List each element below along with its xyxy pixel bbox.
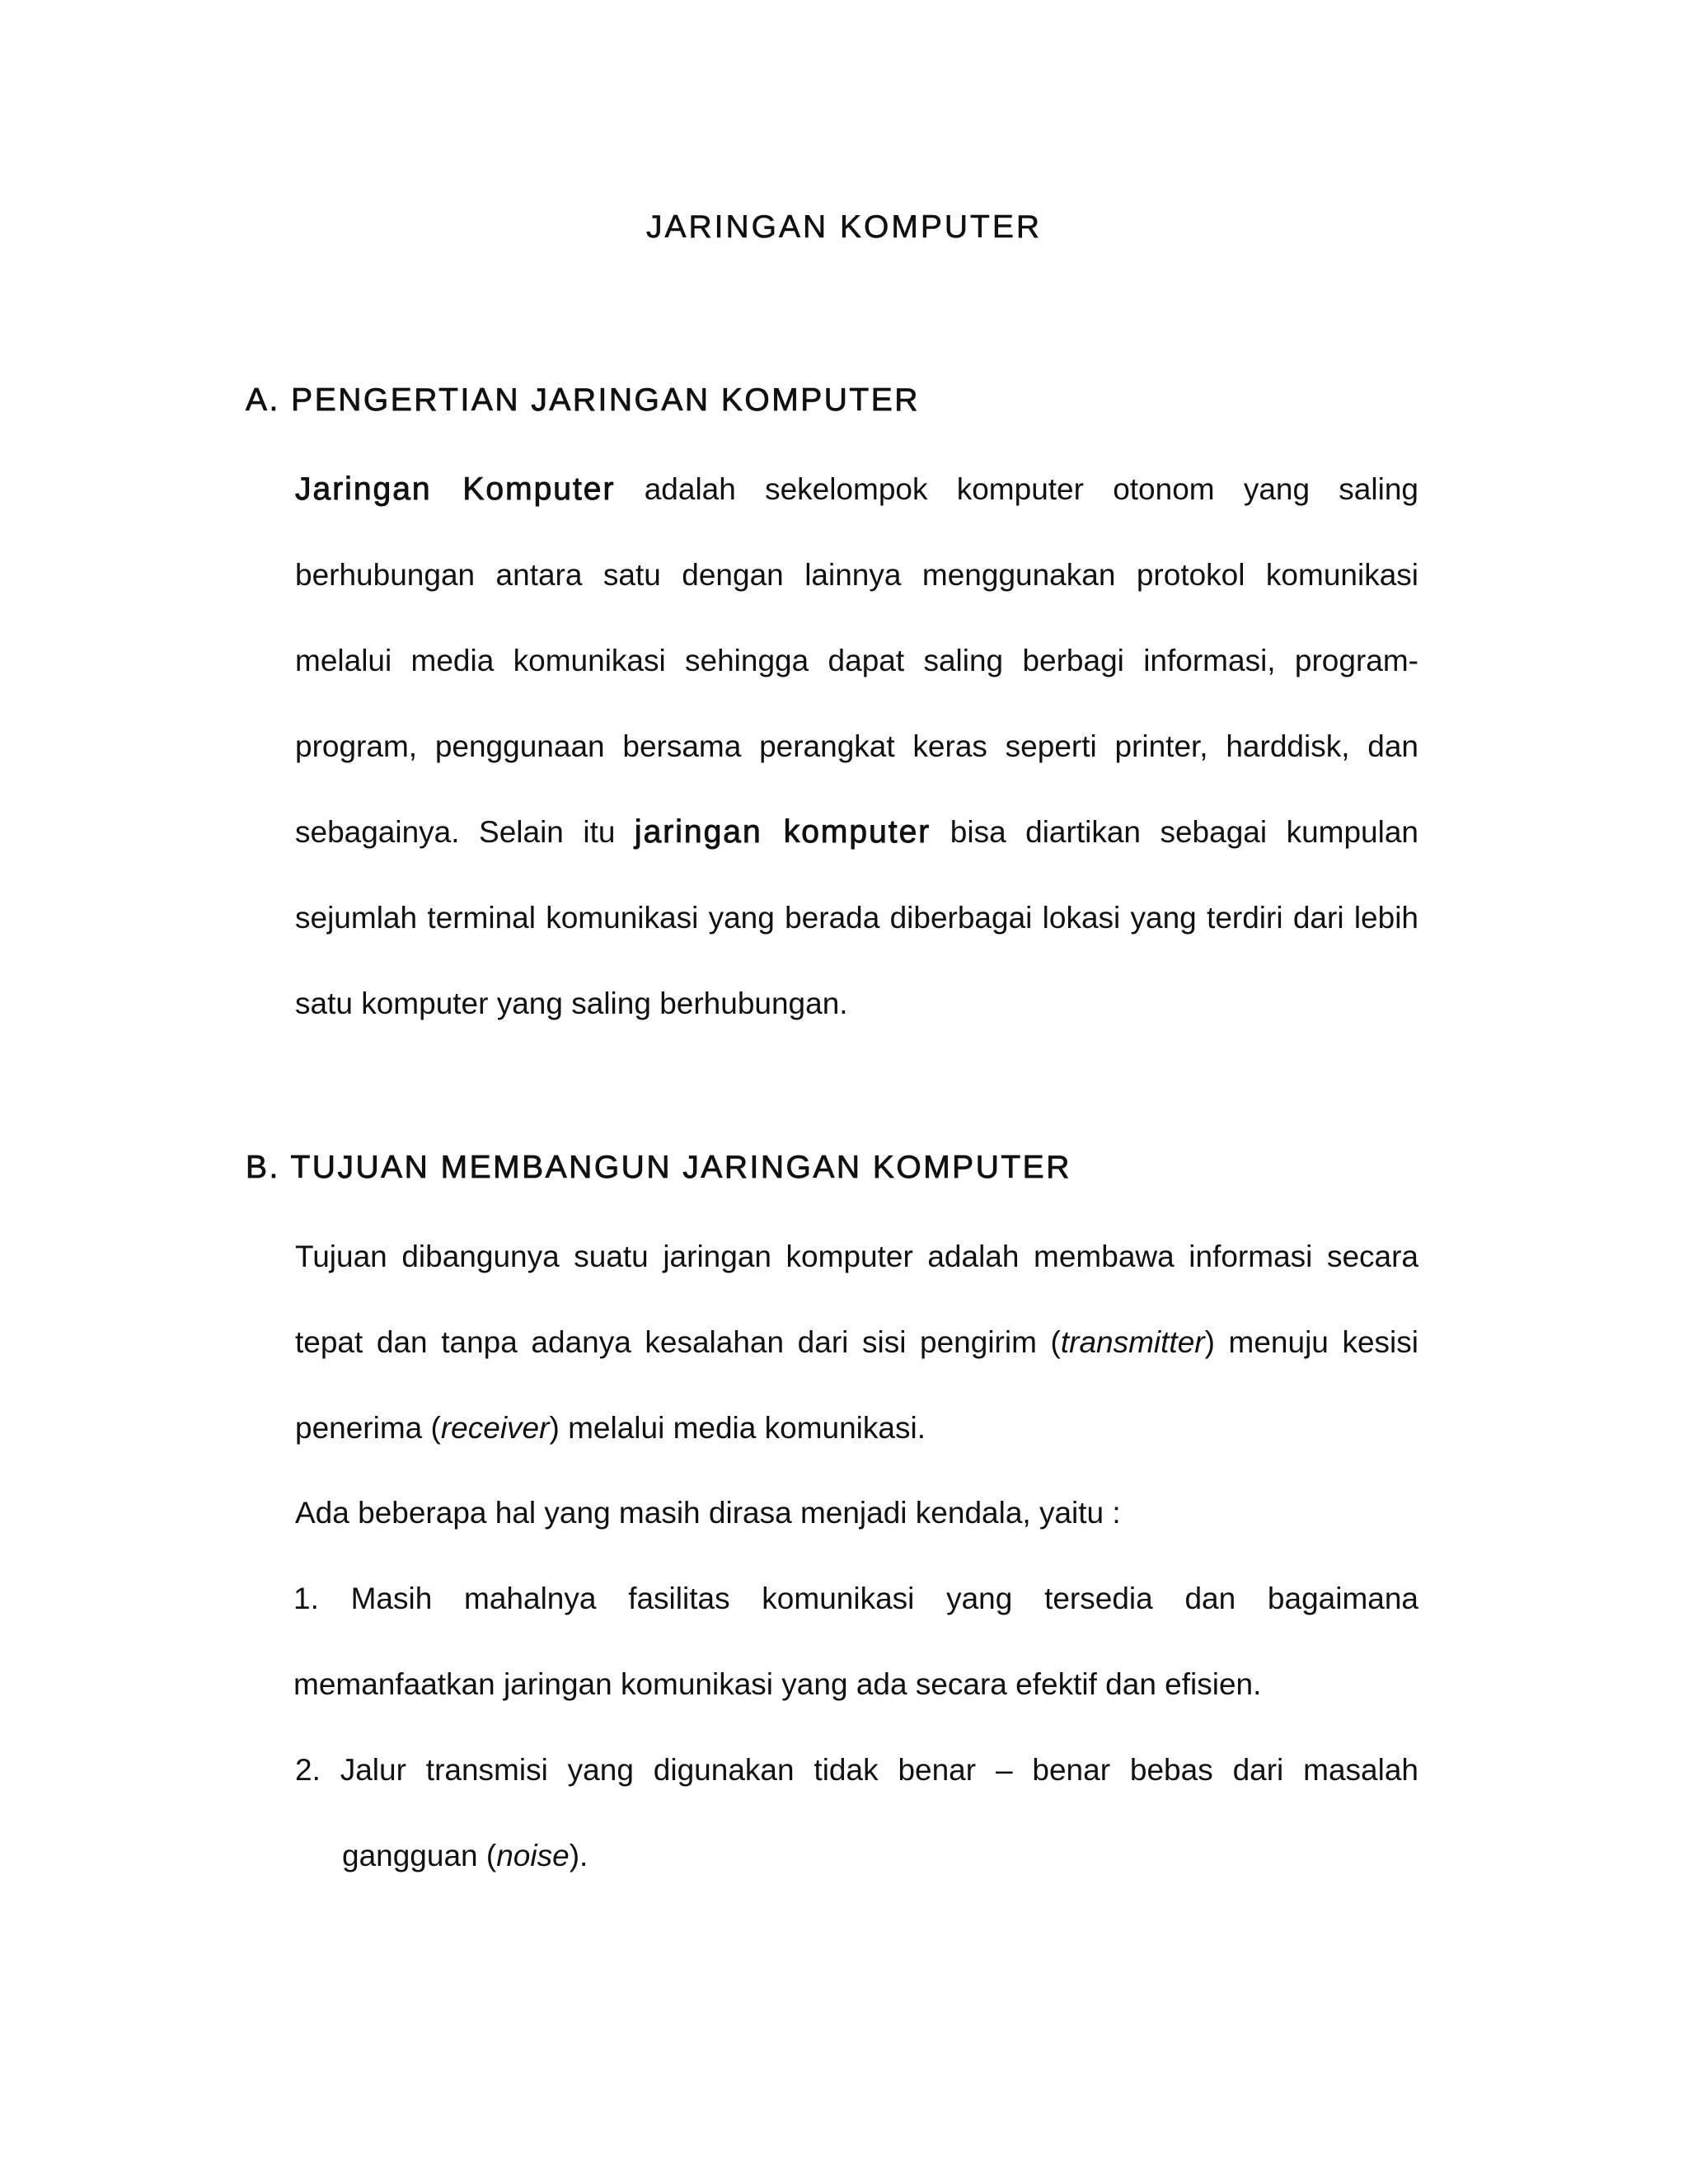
section-b-text-1: Tujuan dibangunya suatu jaringan komputer adalah membawa informasi secara tepat dan tanpa adanya kesalahan dari sisi pengirim ( xyxy=(295,1240,1418,1359)
section-a-paragraph xyxy=(295,447,1418,1047)
section-a-heading: A. PENGERTIAN JARINGAN KOMPUTER xyxy=(246,382,920,418)
constraints-intro: Ada beberapa hal yang masih dirasa menjadi kendala, yaitu : xyxy=(295,1496,1121,1530)
constraint-item-2-text: gangguan ( xyxy=(342,1839,497,1872)
term-jaringan-komputer-2: jaringan komputer xyxy=(634,814,931,850)
section-b-paragraph xyxy=(295,1214,1418,1471)
constraint-item-2-line-1: 2. Jalur transmisi yang digunakan tidak benar – benar bebas dari masalah xyxy=(295,1753,1418,1787)
section-b-heading: B. TUJUAN MEMBANGUN JARINGAN KOMPUTER xyxy=(246,1150,1071,1185)
constraint-item-2 xyxy=(295,1727,1418,1899)
constraint-item-2-line-2 xyxy=(295,1813,1418,1899)
term-receiver: receiver xyxy=(440,1411,550,1445)
section-a-text-2: bisa diartikan sebagai kumpulan sejumlah terminal komunikasi yang berada diberbagai lokasi yang terdiri dari lebih satu komputer yang saling berhubungan. xyxy=(295,815,1418,1020)
term-transmitter: transmitter xyxy=(1060,1325,1205,1359)
section-b-text-2: ) menuju kesisi penerima ( xyxy=(295,1325,1418,1445)
section-a-text-1: adalah sekelompok komputer otonom yang saling berhubungan antara satu dengan lainnya menggunakan protokol komunikasi melalui media komunikasi sehingga dapat saling berbagi informasi, program-program, penggunaan bersama perangkat keras seperti printer, harddisk, dan sebagainya. Selain itu xyxy=(295,472,1418,849)
term-jaringan-komputer: Jaringan Komputer xyxy=(295,471,616,507)
section-b-text-3: ) melalui media komunikasi. xyxy=(549,1411,926,1445)
constraint-item-1: 1. Masih mahalnya fasilitas komunikasi yang tersedia dan bagaimana memanfaatkan jaringan komunikasi yang ada secara efektif dan efisien. xyxy=(293,1582,1418,1701)
document-title: JARINGAN KOMPUTER xyxy=(645,209,1043,245)
constraint-item-2-end: ). xyxy=(569,1839,588,1872)
term-noise: noise xyxy=(496,1839,570,1872)
